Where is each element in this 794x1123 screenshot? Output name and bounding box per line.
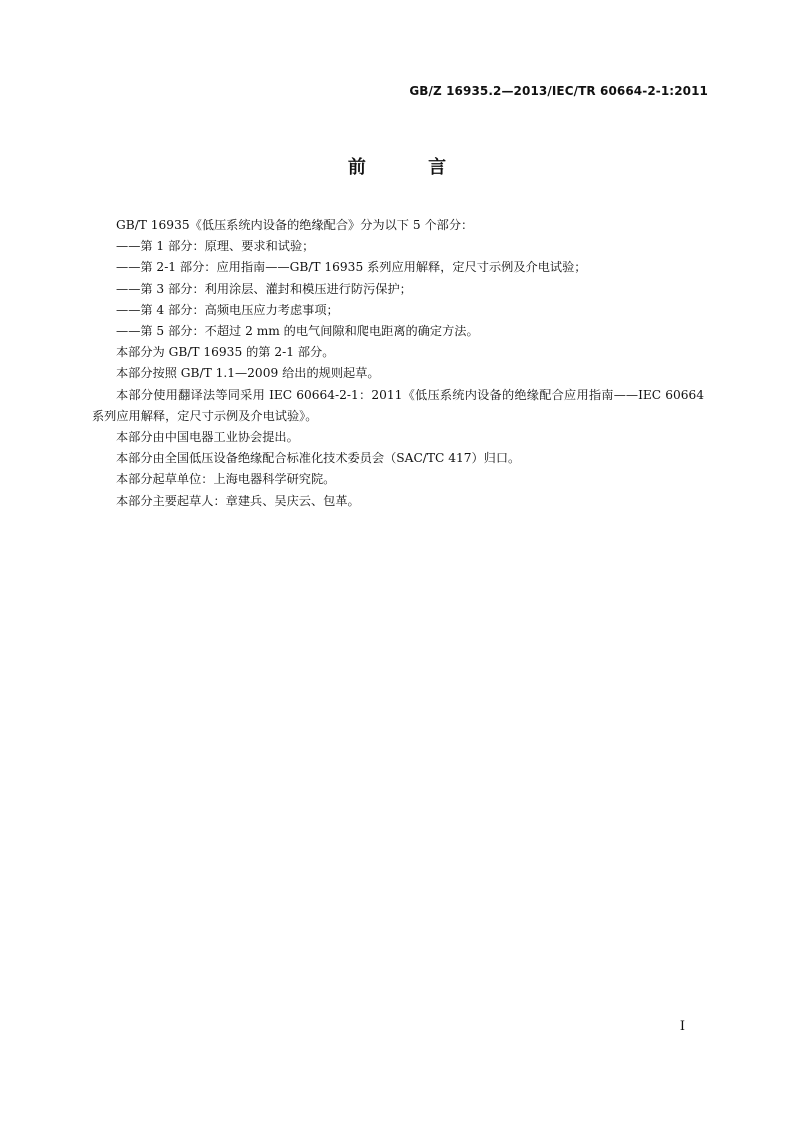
foreword-paragraph: GB/T 16935《低压系统内设备的绝缘配合》分为以下 5 个部分： bbox=[116, 218, 474, 232]
part-list-item: ——第 4 部分：高频电压应力考虑事项； bbox=[116, 302, 339, 317]
page-title: 前 言 bbox=[347, 157, 475, 178]
foreword-paragraph: 本部分由全国低压设备绝缘配合标准化技术委员会（SAC/TC 417）归口。 bbox=[116, 451, 521, 466]
foreword-paragraph: 本部分由中国电器工业协会提出。 bbox=[116, 430, 299, 445]
page-number: I bbox=[679, 1019, 685, 1034]
standard-code-header: GB/Z 16935.2—2013/IEC/TR 60664-2-1:2011 bbox=[409, 84, 708, 98]
part-list-item: ——第 5 部分：不超过 2 mm 的电气间隙和爬电距离的确定方法。 bbox=[116, 324, 479, 339]
part-list-item: ——第 3 部分：利用涂层、灌封和模压进行防污保护； bbox=[116, 281, 412, 296]
part-list-item: ——第 1 部分：原理、要求和试验； bbox=[116, 239, 315, 254]
foreword-paragraph: 本部分使用翻译法等同采用 IEC 60664-2-1：2011《低压系统内设备的绝缘配合应用指南——IEC 60664 系列应用解释，定尺寸示例及介电试验》。 bbox=[92, 387, 704, 423]
foreword-paragraph: 本部分为 GB/T 16935 的第 2-1 部分。 bbox=[116, 345, 335, 360]
foreword-paragraph: 本部分主要起草人：章建兵、吴庆云、包革。 bbox=[116, 493, 360, 508]
foreword-paragraph: 本部分按照 GB/T 1.1—2009 给出的规则起草。 bbox=[116, 366, 380, 381]
part-list-item: ——第 2-1 部分：应用指南——GB/T 16935 系列应用解释，定尺寸示例及介电试验； bbox=[116, 260, 587, 275]
foreword-paragraph: 本部分起草单位：上海电器科学研究院。 bbox=[116, 472, 336, 487]
foreword-body bbox=[92, 215, 704, 512]
